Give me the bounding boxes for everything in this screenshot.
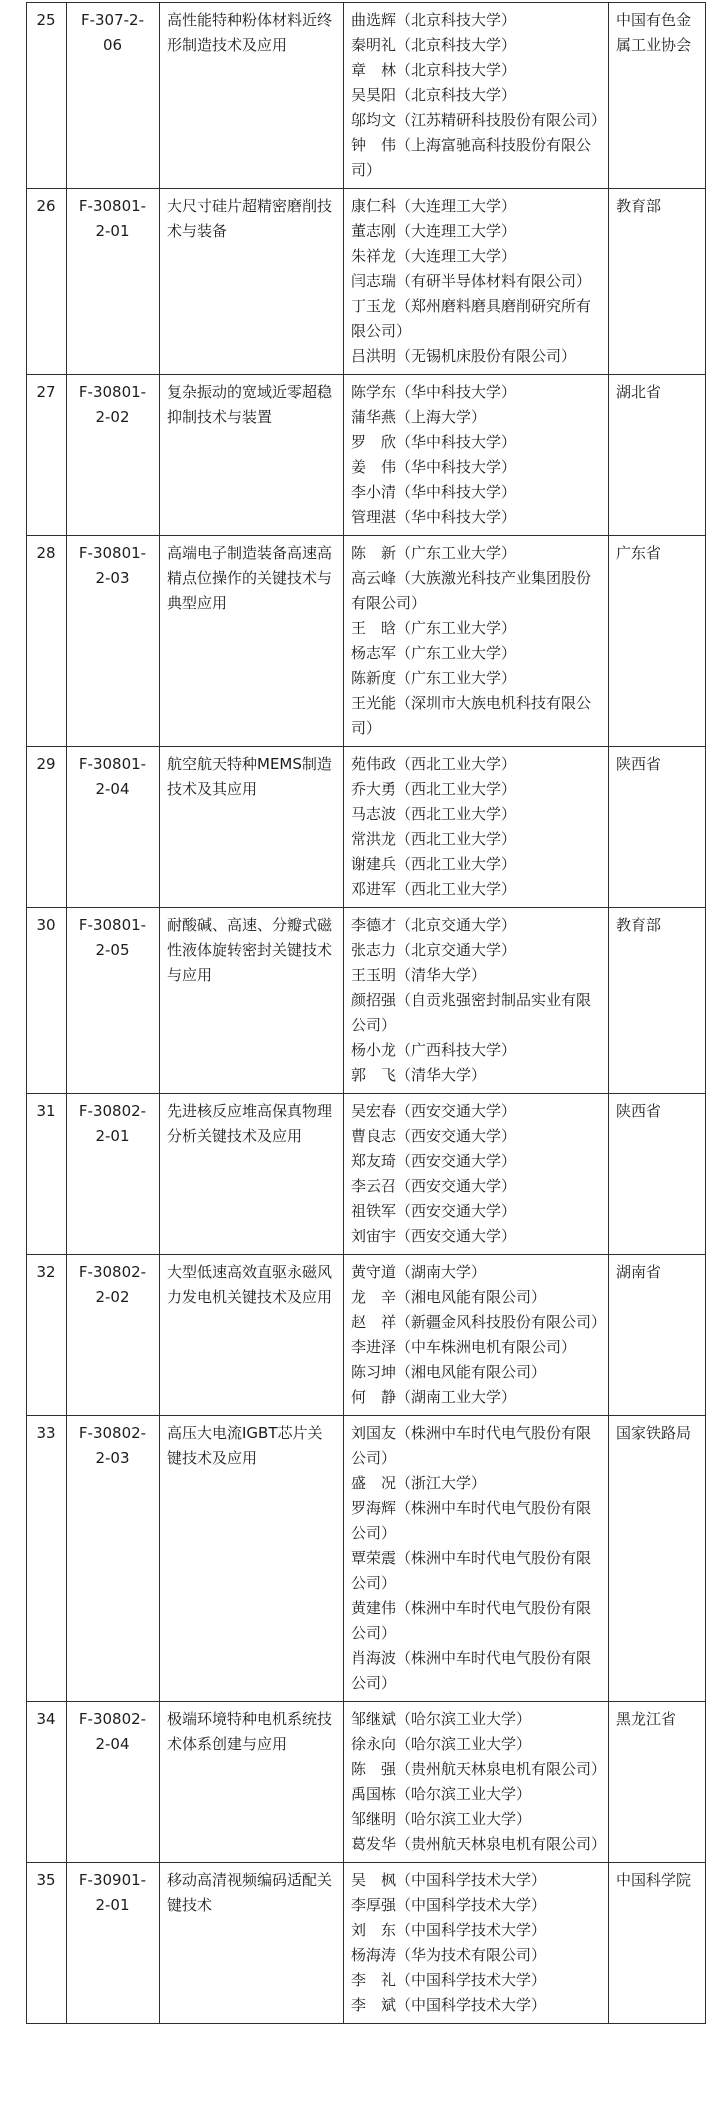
nominator-cell: 国家铁路局: [609, 1416, 706, 1702]
project-code-cell: F-30802-2-02: [67, 1255, 160, 1416]
member-line: 姜 伟（华中科技大学）: [351, 458, 517, 476]
member-line: 邹继明（哈尔滨工业大学）: [351, 1810, 532, 1828]
member-line: 邬均文（江苏精研科技股份有限公司）: [351, 111, 607, 129]
row-number-cell: 32: [27, 1255, 67, 1416]
table-row: [27, 1702, 706, 1863]
table-row: [27, 1255, 706, 1416]
member-line: 祖铁军（西安交通大学）: [351, 1202, 517, 1220]
row-number-cell: 26: [27, 189, 67, 375]
member-line: 王光能（深圳市大族电机科技有限公司）: [351, 694, 592, 737]
project-code-cell: F-30801-2-02: [67, 375, 160, 536]
member-line: 颜招强（自贡兆强密封制品实业有限公司）: [351, 991, 592, 1034]
member-line: 何 静（湖南工业大学）: [351, 1388, 517, 1406]
project-title-cell: 先进核反应堆高保真物理分析关键技术及应用: [160, 1094, 344, 1255]
member-line: 秦明礼（北京科技大学）: [351, 36, 517, 54]
row-number-cell: 35: [27, 1863, 67, 2024]
member-line: 刘 东（中国科学技术大学）: [351, 1921, 547, 1939]
nominator-cell: 陕西省: [609, 1094, 706, 1255]
member-line: 张志力（北京交通大学）: [351, 941, 517, 959]
member-line: 闫志瑞（有研半导体材料有限公司）: [351, 272, 592, 290]
member-line: 杨海涛（华为技术有限公司）: [351, 1946, 547, 1964]
team-members-cell: [344, 375, 609, 536]
member-line: 刘国友（株洲中车时代电气股份有限公司）: [351, 1424, 592, 1467]
nominator-cell: 广东省: [609, 536, 706, 747]
member-line: 康仁科（大连理工大学）: [351, 197, 517, 215]
member-line: 章 林（北京科技大学）: [351, 61, 517, 79]
row-number-cell: 31: [27, 1094, 67, 1255]
project-code-cell: F-30801-2-04: [67, 747, 160, 908]
member-line: 罗海辉（株洲中车时代电气股份有限公司）: [351, 1499, 592, 1542]
member-line: 李厚强（中国科学技术大学）: [351, 1896, 547, 1914]
nominator-cell: 中国有色金属工业协会: [609, 3, 706, 189]
team-members-cell: [344, 747, 609, 908]
member-line: 王 晗（广东工业大学）: [351, 619, 517, 637]
member-line: 杨小龙（广西科技大学）: [351, 1041, 517, 1059]
nominator-cell: 陕西省: [609, 747, 706, 908]
member-line: 刘宙宇（西安交通大学）: [351, 1227, 517, 1245]
member-line: 赵 祥（新疆金风科技股份有限公司）: [351, 1313, 607, 1331]
project-title-cell: 高压大电流IGBT芯片关键技术及应用: [160, 1416, 344, 1702]
member-line: 吴宏春（西安交通大学）: [351, 1102, 517, 1120]
team-members-cell: [344, 189, 609, 375]
project-title-cell: 高性能特种粉体材料近终形制造技术及应用: [160, 3, 344, 189]
member-line: 董志刚（大连理工大学）: [351, 222, 517, 240]
project-code-cell: F-30801-2-05: [67, 908, 160, 1094]
project-title-cell: 移动高清视频编码适配关键技术: [160, 1863, 344, 2024]
member-line: 邹继斌（哈尔滨工业大学）: [351, 1710, 532, 1728]
nominator-cell: 中国科学院: [609, 1863, 706, 2024]
member-line: 盛 况（浙江大学）: [351, 1474, 487, 1492]
table-row: [27, 1416, 706, 1702]
member-line: 李小清（华中科技大学）: [351, 483, 517, 501]
project-title-cell: 耐酸碱、高速、分瓣式磁性液体旋转密封关键技术与应用: [160, 908, 344, 1094]
member-line: 郑友琦（西安交通大学）: [351, 1152, 517, 1170]
member-line: 黄建伟（株洲中车时代电气股份有限公司）: [351, 1599, 592, 1642]
member-line: 高云峰（大族激光科技产业集团股份有限公司）: [351, 569, 592, 612]
team-members-cell: [344, 3, 609, 189]
member-line: 钟 伟（上海富驰高科技股份有限公司）: [351, 136, 592, 179]
project-code-cell: F-30802-2-01: [67, 1094, 160, 1255]
project-title-cell: 大型低速高效直驱永磁风力发电机关键技术及应用: [160, 1255, 344, 1416]
member-line: 吴昊阳（北京科技大学）: [351, 86, 517, 104]
team-members-cell: [344, 1863, 609, 2024]
member-line: 杨志军（广东工业大学）: [351, 644, 517, 662]
member-line: 丁玉龙（郑州磨料磨具磨削研究所有限公司）: [351, 297, 592, 340]
row-number-cell: 29: [27, 747, 67, 908]
member-line: 陈 强（贵州航天林泉电机有限公司）: [351, 1760, 607, 1778]
member-line: 陈习坤（湘电风能有限公司）: [351, 1363, 547, 1381]
row-number-cell: 33: [27, 1416, 67, 1702]
nominator-cell: 湖北省: [609, 375, 706, 536]
team-members-cell: [344, 1702, 609, 1863]
member-line: 管理湛（华中科技大学）: [351, 508, 517, 526]
table-row: [27, 3, 706, 189]
table-row: [27, 908, 706, 1094]
project-code-cell: F-30802-2-04: [67, 1702, 160, 1863]
member-line: 朱祥龙（大连理工大学）: [351, 247, 517, 265]
member-line: 李 礼（中国科学技术大学）: [351, 1971, 547, 1989]
row-number-cell: 27: [27, 375, 67, 536]
table-row: [27, 189, 706, 375]
member-line: 乔大勇（西北工业大学）: [351, 780, 517, 798]
table-row: [27, 1094, 706, 1255]
project-code-cell: F-30801-2-01: [67, 189, 160, 375]
member-line: 李云召（西安交通大学）: [351, 1177, 517, 1195]
member-line: 蒲华燕（上海大学）: [351, 408, 487, 426]
team-members-cell: [344, 908, 609, 1094]
project-code-cell: F-30802-2-03: [67, 1416, 160, 1702]
member-line: 覃荣震（株洲中车时代电气股份有限公司）: [351, 1549, 592, 1592]
member-line: 龙 辛（湘电风能有限公司）: [351, 1288, 547, 1306]
member-line: 李进泽（中车株洲电机有限公司）: [351, 1338, 577, 1356]
team-members-cell: [344, 1255, 609, 1416]
nominator-cell: 教育部: [609, 908, 706, 1094]
member-line: 李 斌（中国科学技术大学）: [351, 1996, 547, 2014]
row-number-cell: 30: [27, 908, 67, 1094]
nominator-cell: 教育部: [609, 189, 706, 375]
row-number-cell: 25: [27, 3, 67, 189]
member-line: 常洪龙（西北工业大学）: [351, 830, 517, 848]
member-line: 黄守道（湖南大学）: [351, 1263, 487, 1281]
member-line: 陈学东（华中科技大学）: [351, 383, 517, 401]
table-row: [27, 747, 706, 908]
member-line: 马志波（西北工业大学）: [351, 805, 517, 823]
row-number-cell: 28: [27, 536, 67, 747]
member-line: 苑伟政（西北工业大学）: [351, 755, 517, 773]
project-code-cell: F-30901-2-01: [67, 1863, 160, 2024]
member-line: 王玉明（清华大学）: [351, 966, 487, 984]
table-row: [27, 536, 706, 747]
member-line: 禹国栋（哈尔滨工业大学）: [351, 1785, 532, 1803]
member-line: 谢建兵（西北工业大学）: [351, 855, 517, 873]
member-line: 肖海波（株洲中车时代电气股份有限公司）: [351, 1649, 592, 1692]
member-line: 邓进军（西北工业大学）: [351, 880, 517, 898]
member-line: 陈 新（广东工业大学）: [351, 544, 517, 562]
team-members-cell: [344, 536, 609, 747]
member-line: 吴 枫（中国科学技术大学）: [351, 1871, 547, 1889]
project-code-cell: F-30801-2-03: [67, 536, 160, 747]
project-title-cell: 复杂振动的宽域近零超稳抑制技术与装置: [160, 375, 344, 536]
awards-table: [26, 2, 706, 2024]
member-line: 陈新度（广东工业大学）: [351, 669, 517, 687]
team-members-cell: [344, 1416, 609, 1702]
project-title-cell: 大尺寸硅片超精密磨削技术与装备: [160, 189, 344, 375]
project-title-cell: 极端环境特种电机系统技术体系创建与应用: [160, 1702, 344, 1863]
member-line: 罗 欣（华中科技大学）: [351, 433, 517, 451]
project-title-cell: 高端电子制造装备高速高精点位操作的关键技术与典型应用: [160, 536, 344, 747]
team-members-cell: [344, 1094, 609, 1255]
awards-table-body: [27, 3, 706, 2024]
table-row: [27, 375, 706, 536]
member-line: 曹良志（西安交通大学）: [351, 1127, 517, 1145]
member-line: 葛发华（贵州航天林泉电机有限公司）: [351, 1835, 607, 1853]
project-title-cell: 航空航天特种MEMS制造技术及其应用: [160, 747, 344, 908]
member-line: 郭 飞（清华大学）: [351, 1066, 487, 1084]
table-row: [27, 1863, 706, 2024]
row-number-cell: 34: [27, 1702, 67, 1863]
member-line: 徐永向（哈尔滨工业大学）: [351, 1735, 532, 1753]
project-code-cell: F-307-2-06: [67, 3, 160, 189]
member-line: 曲选辉（北京科技大学）: [351, 11, 517, 29]
member-line: 李德才（北京交通大学）: [351, 916, 517, 934]
nominator-cell: 黑龙江省: [609, 1702, 706, 1863]
member-line: 吕洪明（无锡机床股份有限公司）: [351, 347, 577, 365]
nominator-cell: 湖南省: [609, 1255, 706, 1416]
